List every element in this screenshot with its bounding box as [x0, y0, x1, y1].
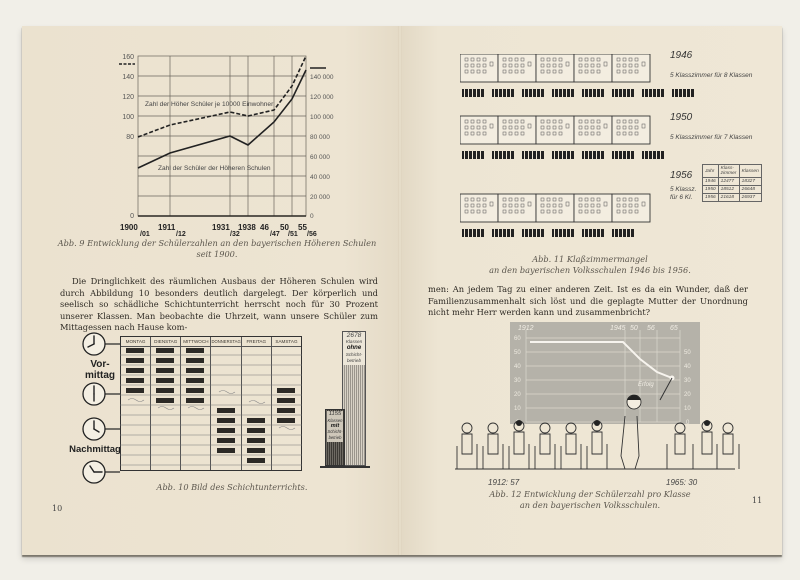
- board-year: 50: [630, 325, 638, 332]
- table-row: [703, 194, 762, 202]
- solid-series-label: Zahl der Schüler der Höheren Schulen: [158, 165, 271, 172]
- svg-text:0: 0: [310, 213, 314, 220]
- bar-short-label: Schicht-: [327, 429, 343, 435]
- figure11-caption-line1: Abb. 11 Klaßzimmermangel: [532, 254, 648, 264]
- bar-tall-label: Schicht-: [345, 351, 363, 357]
- fig11-label-1956-line2: für 6 Kl.: [670, 194, 693, 201]
- svg-text:0: 0: [686, 420, 690, 426]
- right-page: [400, 26, 782, 555]
- label-nachmittag: Nachmittag: [69, 444, 121, 455]
- table-cell: 1956: [703, 194, 719, 202]
- svg-text:100 000: 100 000: [310, 114, 334, 121]
- open-book: [22, 26, 782, 555]
- day-header: MONTAG: [121, 337, 150, 347]
- svg-text:80 000: 80 000: [310, 134, 330, 141]
- board-year: 65: [670, 325, 678, 332]
- figure11-classroom-pictogram: [460, 54, 710, 244]
- svg-text:120: 120: [122, 94, 134, 101]
- svg-text:50: 50: [280, 223, 289, 232]
- svg-text:1900: 1900: [120, 223, 138, 232]
- figure9-caption: [52, 238, 382, 260]
- table-cell: 1950: [703, 186, 719, 194]
- table-row: [703, 186, 762, 194]
- page-number-left: 10: [52, 504, 63, 513]
- table-cell: 26648: [739, 186, 761, 194]
- svg-text:40: 40: [514, 364, 521, 370]
- table-header: Jahr: [703, 165, 719, 178]
- figure10-schedule: [69, 331, 390, 486]
- svg-text:140: 140: [122, 74, 134, 81]
- fig11-year-1946: 1946: [670, 50, 693, 61]
- svg-text:60 000: 60 000: [310, 154, 330, 161]
- fig11-year-1956: 1956: [670, 170, 693, 181]
- fig11-year-1950: 1950: [670, 112, 693, 123]
- bar-short-label: mit: [330, 422, 340, 429]
- label-vormittag-2: mittag: [85, 370, 115, 381]
- svg-text:/32: /32: [230, 231, 240, 238]
- board-year: 1912: [518, 325, 534, 332]
- svg-text:40: 40: [684, 364, 691, 370]
- svg-text:140 000: 140 000: [310, 74, 334, 81]
- svg-text:20 000: 20 000: [310, 194, 330, 201]
- svg-text:/01: /01: [140, 231, 150, 238]
- fig11-label-1946: 5 Klasszimmer für 8 Klassen: [670, 72, 753, 79]
- right-paragraph: men: An jedem Tag zu einer anderen Zeit. Ist es da ein Wunder, daß der Familienzusammenhalt sich löst und die geplagte Mutter der Unordnung nicht mehr Herr werden kann und zusammenbricht?: [428, 284, 748, 317]
- day-header: FREITAG: [242, 337, 271, 347]
- board-year: 56: [647, 325, 655, 332]
- table-row: [703, 178, 762, 186]
- figure12-caption-line1: Abb. 12 Entwicklung der Schülerzahl pro Klasse: [489, 489, 691, 499]
- table-header: Klass-zimmer: [718, 165, 739, 178]
- svg-text:80: 80: [126, 134, 134, 141]
- fig11-label-1956-line1: 5 Klassz.: [670, 186, 697, 193]
- book-gutter: [398, 26, 402, 555]
- svg-text:/56: /56: [307, 231, 317, 238]
- figure10-caption: Abb. 10 Bild des Schichtunterrichts.: [156, 482, 308, 492]
- bar-short-number: 1155: [328, 411, 342, 417]
- bar-short-label: Klassen: [327, 417, 343, 423]
- bar-baseline: [320, 466, 370, 468]
- figure12-caption-line2: an den bayerischen Volksschulen.: [519, 500, 661, 510]
- svg-text:20: 20: [684, 392, 691, 398]
- svg-text:40 000: 40 000: [310, 174, 330, 181]
- figure11-caption: [420, 254, 760, 276]
- table-cell: 21618: [718, 194, 739, 202]
- svg-text:160: 160: [122, 54, 134, 61]
- bar-ohne-schichtbetrieb: [342, 331, 366, 466]
- page-number-right: 11: [752, 496, 763, 505]
- left-paragraph: Die Dringlichkeit des räumlichen Ausbaus der Höheren Schulen wird durch Abbildung 10 besonders deutlich dargelegt. Der körperlich und seelisch so schädliche Schichtunterricht herrscht noch für 30 Prozent unserer Klassen. Man beobachte die Uhrzeit, wann unsere Schüler zum Mittagessen nach Hause kom-: [60, 276, 378, 332]
- svg-text:30: 30: [514, 378, 521, 384]
- svg-text:10: 10: [514, 406, 521, 412]
- table-cell: 26937: [739, 194, 761, 202]
- svg-text:60: 60: [514, 336, 521, 342]
- figure9-caption-line1: Abb. 9 Entwicklung der Schülerzahlen an den bayerischen Höheren Schulen: [57, 238, 377, 248]
- figure9-caption-line2: seit 1900.: [196, 249, 238, 259]
- table-cell: 1946: [703, 178, 719, 186]
- figure11-caption-line2: an den bayerischen Volksschulen 1946 bis 1956.: [489, 265, 691, 275]
- svg-text:1911: 1911: [158, 223, 176, 232]
- bar-short-label: betrieb: [328, 435, 342, 441]
- svg-text:120 000: 120 000: [310, 94, 334, 101]
- svg-text:/12: /12: [176, 231, 186, 238]
- figure9-line-chart: [102, 46, 352, 246]
- svg-text:1938: 1938: [238, 223, 256, 232]
- figure12-caption: [460, 489, 720, 511]
- fig12-label-right: 1965: 30: [666, 478, 698, 487]
- svg-text:10: 10: [684, 406, 691, 412]
- svg-text:20: 20: [514, 392, 521, 398]
- bar-tall-label: betrieb: [346, 357, 362, 363]
- board-year: 1945: [610, 325, 626, 332]
- table-cell: 18512: [718, 186, 739, 194]
- svg-text:0: 0: [130, 213, 134, 220]
- classroom-illustration-icon: [445, 416, 745, 476]
- bar-tall-label: ohne: [346, 345, 362, 352]
- day-header: DIENSTAG: [151, 337, 180, 347]
- svg-text:30: 30: [684, 378, 691, 384]
- left-page: [22, 26, 400, 555]
- dashed-series-label: Zahl der Höher Schüler je 10000 Einwohner: [145, 101, 274, 108]
- svg-text:50: 50: [514, 350, 521, 356]
- svg-text:/47: /47: [270, 231, 280, 238]
- fig11-data-table: [702, 164, 762, 202]
- board-annotation: Erfolg: [638, 382, 654, 388]
- day-header: DONNERSTAG: [211, 337, 240, 347]
- svg-text:/51: /51: [288, 231, 298, 238]
- table-cell: 12477: [718, 178, 739, 186]
- fig12-label-left: 1912: 57: [488, 478, 520, 487]
- label-vormittag-1: Vor-: [90, 359, 110, 370]
- fig11-label-1950: 5 Klasszimmer für 7 Klassen: [670, 134, 753, 141]
- svg-text:55: 55: [298, 223, 307, 232]
- svg-text:50: 50: [684, 350, 691, 356]
- bar-tall-label: Klassen: [345, 339, 363, 345]
- schedule-lessons: [120, 336, 302, 471]
- bar-mit-schichtbetrieb: [325, 409, 345, 466]
- day-header: SAMSTAG: [272, 337, 301, 347]
- svg-text:1931: 1931: [212, 223, 230, 232]
- table-cell: 18327: [739, 178, 761, 186]
- day-header: MITTWOCH: [181, 337, 210, 347]
- svg-text:46: 46: [260, 223, 269, 232]
- bar-tall-number: 2678: [346, 332, 362, 339]
- table-header: Klassen: [739, 165, 761, 178]
- fig11-label-1956: [670, 186, 696, 202]
- svg-text:100: 100: [122, 114, 134, 121]
